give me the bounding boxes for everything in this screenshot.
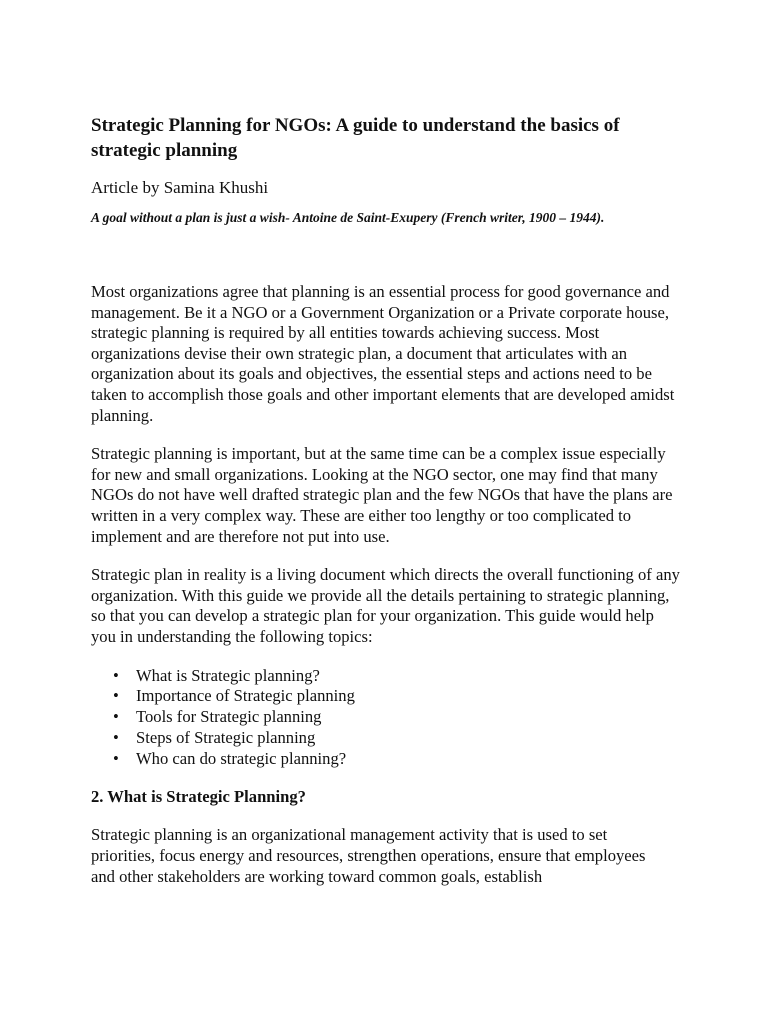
list-item — [113, 728, 691, 749]
article-byline: Article by Samina Khushi — [91, 178, 269, 197]
topics-list — [91, 666, 691, 770]
section-paragraph: Strategic planning is an organizational management activity that is used to set priorities, focus energy and resources, strengthen operations, ensure that employees and other stakeholders are working toward common goals, establish — [91, 825, 646, 886]
complexity-paragraph: Strategic planning is important, but at the same time can be a complex issue especially for new and small organizations. Looking at the NGO sector, one may find that many NGOs do not have well drafted strategic plan and the few NGOs that have the plans are written in a very complex way. These are either too lengthy or too complicated to implement and are therefore not put into use. — [91, 444, 673, 546]
living-document-paragraph: Strategic plan in reality is a living document which directs the overall functioning of any organization. With this guide we provide all the details pertaining to strategic planning, so that you can develop a strategic plan for your organization. This guide would help you in understanding the following topics: — [91, 565, 680, 646]
list-item — [113, 749, 691, 770]
epigraph-quote: A goal without a plan is just a wish- Antoine de Saint-Exupery (French writer, 1900 – 1944). — [91, 210, 605, 225]
bullet-icon: • — [113, 727, 119, 747]
list-item-text: Importance of Strategic planning — [136, 686, 355, 706]
list-item — [113, 707, 691, 728]
bullet-icon: • — [113, 707, 119, 727]
document-title: Strategic Planning for NGOs: A guide to understand the basics of strategic planning — [91, 115, 620, 161]
bullet-icon: • — [113, 665, 119, 685]
bullet-icon: • — [113, 748, 119, 768]
list-item-text: Who can do strategic planning? — [136, 748, 347, 768]
list-item-text: Tools for Strategic planning — [136, 707, 322, 727]
intro-paragraph: Most organizations agree that planning is an essential process for good governance and management. Be it a NGO or a Government Organization or a Private corporate house, strategic planning is required by all entities towards achieving success. Most organizations devise their own strategic plan, a document that articulates with an organization about its goals and objectives, the essential steps and actions need to be taken to accomplish those goals and other important elements that are developed amidst planning. — [91, 282, 675, 425]
bullet-icon: • — [113, 686, 119, 706]
list-item-text: Steps of Strategic planning — [136, 727, 316, 747]
list-item — [113, 666, 691, 687]
list-item-text: What is Strategic planning? — [136, 665, 320, 685]
section-heading: 2. What is Strategic Planning? — [91, 787, 306, 807]
list-item — [113, 686, 691, 707]
document-page — [91, 113, 691, 887]
